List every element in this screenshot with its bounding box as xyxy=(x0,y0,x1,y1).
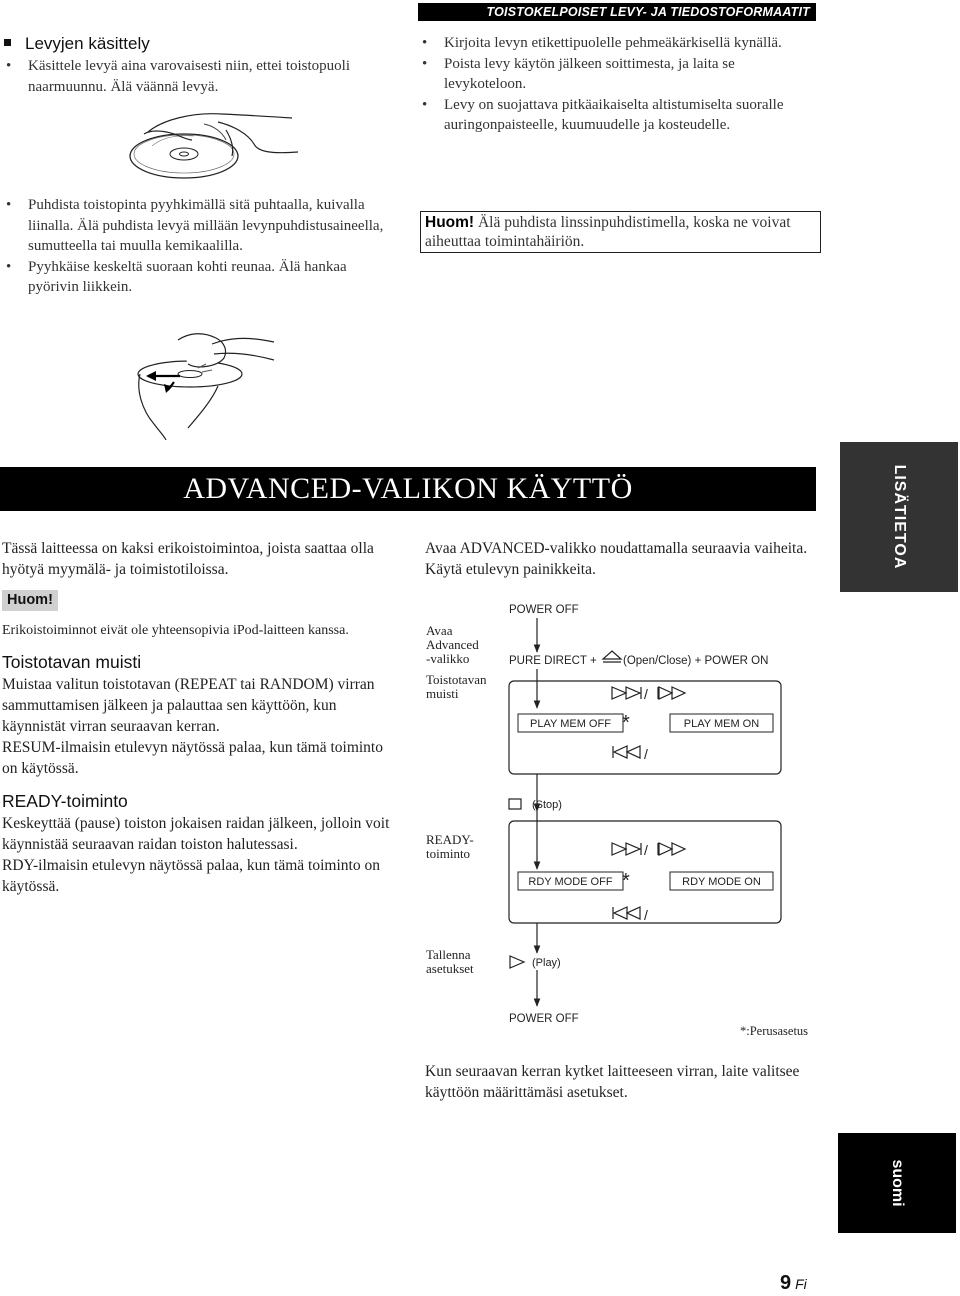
skip-forward-icon xyxy=(612,843,641,855)
disc-handling-list-2 xyxy=(4,195,396,298)
disc-handling-list-1 xyxy=(4,56,394,97)
eject-icon xyxy=(603,651,621,662)
power-off-bottom-label: POWER OFF xyxy=(509,1013,579,1025)
skip-back-icon xyxy=(613,746,640,758)
note-label: Huom! xyxy=(425,214,475,231)
note-label: Huom! xyxy=(2,590,58,611)
lens-cleaner-note xyxy=(420,211,821,253)
memory-text: Muistaa valitun toistotavan (REPEAT tai RANDOM) virran sammuttamisen jälkeen ja palauttaa sen käyttöön, kun käynnistät virran seuraavan kerran. RESUM-ilmaisin etulevyn näytössä palaa, kun tämä toiminto on käytössä. xyxy=(2,676,383,777)
disc-care-list xyxy=(420,33,820,136)
side-tab-suomi: suomi xyxy=(838,1133,956,1233)
default-setting-footnote: *:Perusasetus xyxy=(740,1024,809,1038)
skip-back-icon xyxy=(613,907,640,919)
page-number: 9 Fi xyxy=(780,1272,807,1294)
step-label-play-memory: Toistotavan muisti xyxy=(426,672,487,701)
stop-icon xyxy=(509,799,521,809)
list-item: • Poista levy käytön jälkeen soittimesta, ja laita se levykoteloon. xyxy=(420,54,820,95)
step-label-ready: READY- toiminto xyxy=(426,832,474,861)
wiping-disc-illustration xyxy=(128,330,278,440)
default-asterisk: * xyxy=(622,870,630,892)
list-item: • Puhdista toistopinta pyyhkimällä sitä puhtaalla, kuivalla liinalla. Älä puhdista levyä millään levynpuhdistusaineella, sumutteella tai muulla kemikaalilla. xyxy=(4,195,396,257)
advanced-menu-banner: ADVANCED-VALIKON KÄYTTÖ xyxy=(0,467,816,511)
ready-heading: READY-toiminto xyxy=(2,791,128,811)
play-icon xyxy=(510,956,524,968)
side-tab-lisatietoa: LISÄTIETOA xyxy=(840,442,958,592)
skip-forward-icon xyxy=(612,687,641,699)
stop-label: (Stop) xyxy=(532,799,562,811)
list-item: • Levy on suojattava pitkäaikaiselta altistumiselta suoralle auringonpaisteelle, kuumuudelle ja kosteudelle. xyxy=(420,95,820,136)
list-item: • Käsittele levyä aina varovaisesti niin, ettei toistopuoli naarmuunnu. Älä väännä levyä. xyxy=(4,56,394,97)
disc-care-section xyxy=(420,33,820,136)
memory-heading: Toistotavan muisti xyxy=(2,652,142,672)
slash-separator: / xyxy=(644,842,648,858)
list-item: • Kirjoita levyn etikettipuolelle pehmeäkärkisellä kynällä. xyxy=(420,33,820,54)
step-label-save: Tallenna asetukset xyxy=(426,947,474,976)
closing-text: Kun seuraavan kerran kytket laitteeseen virran, laite valitsee käyttöön määrittämäsi asetukset. xyxy=(425,1063,800,1101)
fast-forward-icon xyxy=(658,843,685,855)
default-asterisk: * xyxy=(622,712,630,734)
disc-handling-heading: Levyjen käsittely xyxy=(4,34,394,54)
list-item: • Pyyhkäise keskeltä suoraan kohti reunaa. Älä hankaa pyörivin liikkein. xyxy=(4,257,396,298)
play-mem-off-label: PLAY MEM OFF xyxy=(530,718,611,730)
rdy-mode-off-label: RDY MODE OFF xyxy=(528,876,613,888)
advanced-menu-flow-diagram xyxy=(500,596,820,1036)
power-off-top-label: POWER OFF xyxy=(509,604,579,616)
advanced-intro-text: Tässä laitteessa on kaksi erikoistoimintoa, joista saattaa olla hyötyä myymälä- ja toimistotiloissa. xyxy=(2,540,374,578)
fast-forward-icon xyxy=(658,687,685,699)
ready-text: Keskeyttää (pause) toiston jokaisen raidan jälkeen, jolloin voit käynnistää seuraavan raidan toiston halutessasi. RDY-ilmaisin etulevyn näytössä palaa, kun tämä toiminto on käytössä. xyxy=(2,815,390,895)
play-label: (Play) xyxy=(532,957,561,969)
step-label-open-advanced: Avaa Advanced -valikko xyxy=(426,623,479,666)
ipod-note-text: Erikoistoiminnot eivät ole yhteensopivia iPod-laitteen kanssa. xyxy=(2,623,349,638)
slash-separator: / xyxy=(644,686,648,702)
open-close-power-on-label: (Open/Close) + POWER ON xyxy=(623,655,769,667)
slash-separator: / xyxy=(644,907,648,923)
disc-handling-section xyxy=(4,34,394,97)
disc-cleaning-section xyxy=(4,195,396,298)
play-mem-on-label: PLAY MEM ON xyxy=(683,718,760,730)
note-text: Älä puhdista linssinpuhdistimella, koska ne voivat aiheuttaa toimintahäiriön. xyxy=(425,214,791,250)
square-bullet-icon xyxy=(4,39,11,46)
advanced-steps-intro: Avaa ADVANCED-valikko noudattamalla seuraavia vaiheita. Käytä etulevyn painikkeita. xyxy=(425,540,808,578)
pure-direct-label: PURE DIRECT + xyxy=(509,655,597,667)
section-header-bar: TOISTOKELPOISET LEVY- JA TIEDOSTOFORMAATIT xyxy=(418,3,816,21)
slash-separator: / xyxy=(644,746,648,762)
rdy-mode-on-label: RDY MODE ON xyxy=(682,876,761,888)
hand-holding-disc-illustration xyxy=(122,104,312,180)
